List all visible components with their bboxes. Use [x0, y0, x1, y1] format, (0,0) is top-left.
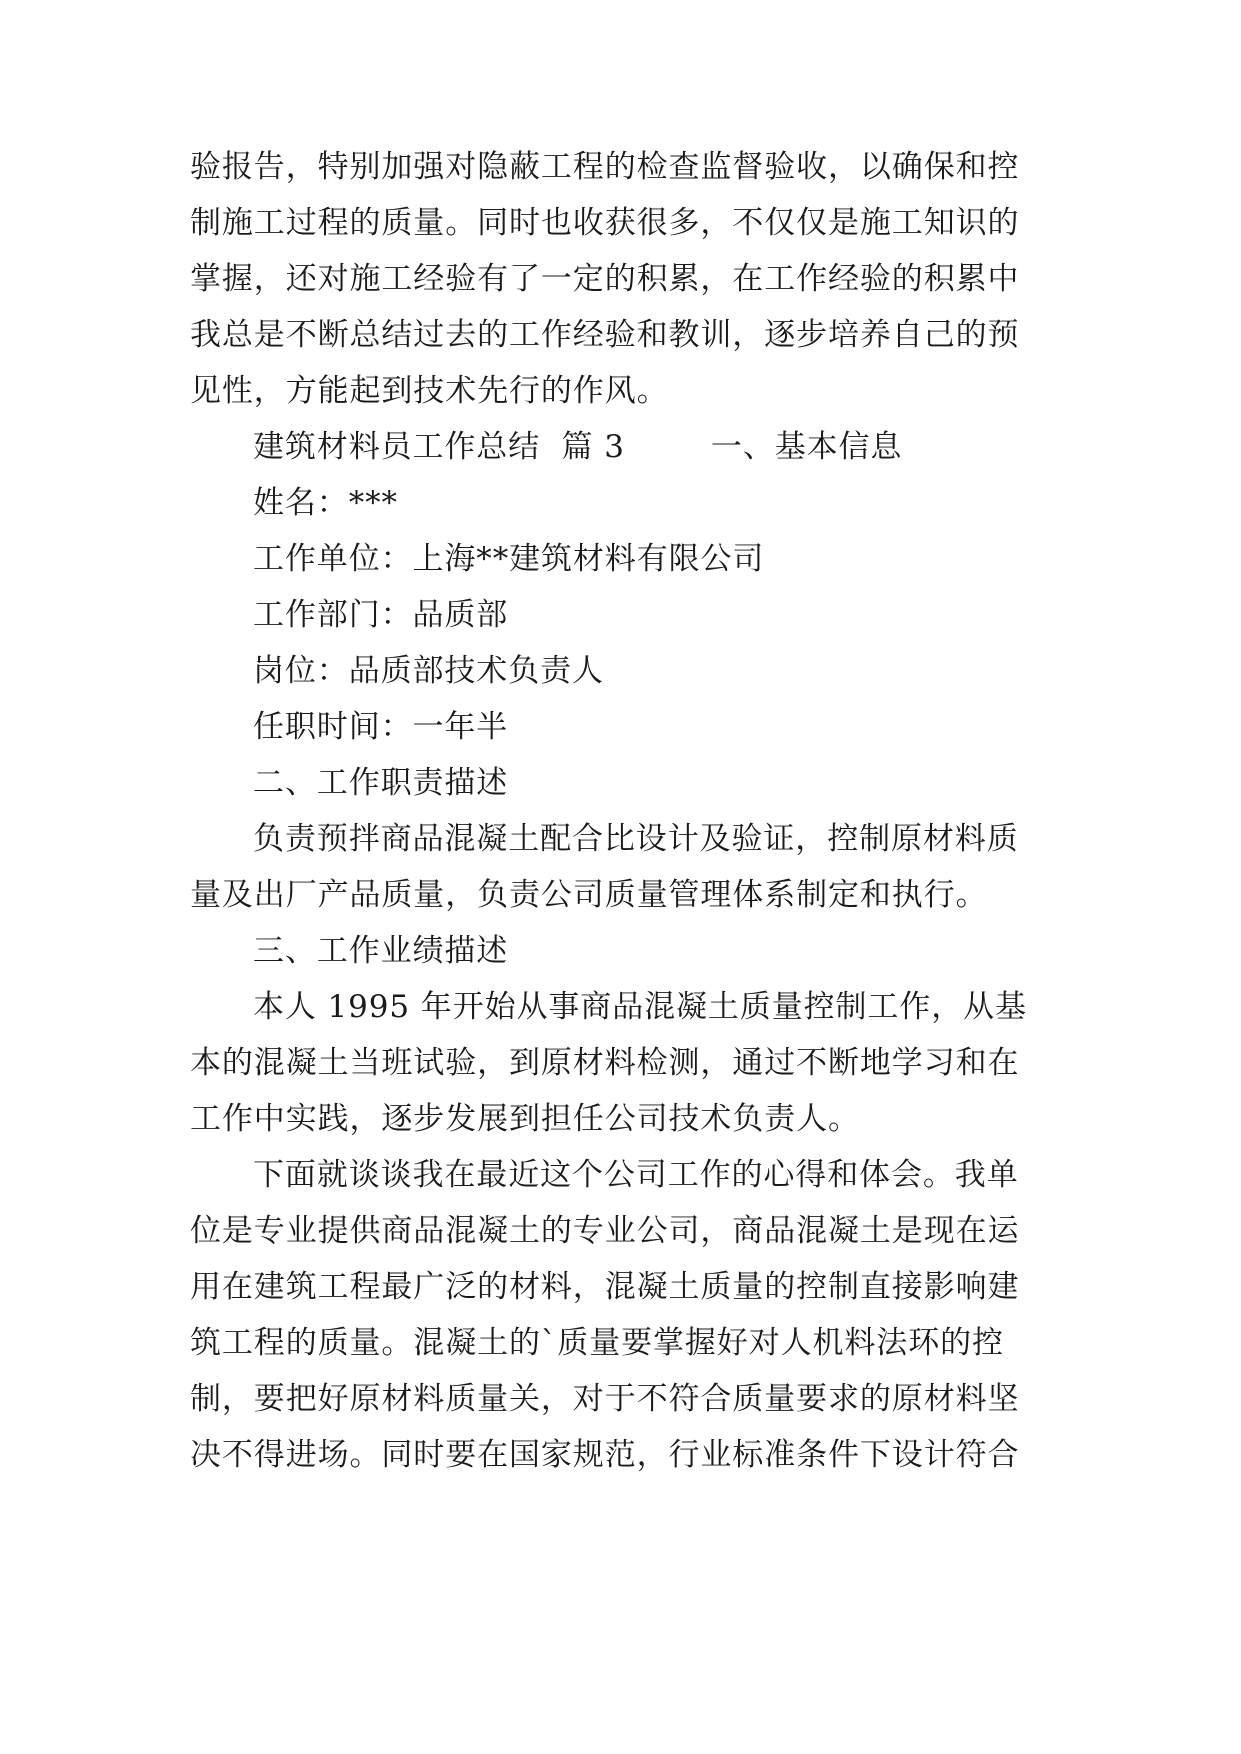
text-line: 掌握，还对施工经验有了一定的积累，在工作经验的积累中	[190, 261, 1020, 297]
text-line: 下面就谈谈我在最近这个公司工作的心得和体会。我单	[253, 1157, 1019, 1193]
text-line: 本的混凝土当班试验，到原材料检测，通过不断地学习和在	[190, 1045, 1020, 1081]
text-line: 验报告，特别加强对隐蔽工程的检查监督验收，以确保和控	[190, 149, 1020, 185]
text-line: 量及出厂产品质量，负责公司质量管理体系制定和执行。	[190, 877, 988, 913]
info-department: 工作部门：品质部	[253, 597, 509, 633]
section-heading: 二、工作职责描述	[253, 765, 509, 801]
text-line: 位是专业提供商品混凝土的专业公司，商品混凝土是现在运	[190, 1213, 1020, 1249]
info-name: 姓名：***	[253, 485, 398, 521]
text-line: 见性，方能起到技术先行的作风。	[190, 373, 669, 409]
text-line: 工作中实践，逐步发展到担任公司技术负责人。	[190, 1101, 860, 1137]
info-position: 岗位：品质部技术负责人	[253, 653, 604, 689]
text-line: 我总是不断总结过去的工作经验和教训，逐步培养自己的预	[190, 317, 1020, 353]
text-line: 负责预拌商品混凝土配合比设计及验证，控制原材料质	[253, 821, 1019, 857]
text-line: 用在建筑工程最广泛的材料，混凝土质量的控制直接影响建	[190, 1269, 1020, 1305]
section-heading: 三、工作业绩描述	[253, 933, 509, 969]
info-employer: 工作单位：上海**建筑材料有限公司	[253, 541, 765, 577]
text-line: 制施工过程的质量。同时也收获很多，不仅仅是施工知识的	[190, 205, 1020, 241]
text-line: 筑工程的质量。混凝土的`质量要掌握好对人机料法环的控	[190, 1325, 1004, 1361]
info-tenure: 任职时间：一年半	[253, 709, 509, 745]
text-line: 本人 1995 年开始从事商品混凝土质量控制工作，从基	[253, 989, 1027, 1025]
text-line: 制，要把好原材料质量关，对于不符合质量要求的原材料坚	[190, 1381, 1020, 1417]
section-heading: 建筑材料员工作总结 篇 3 一、基本信息	[253, 429, 903, 465]
text-line: 决不得进场。同时要在国家规范，行业标准条件下设计符合	[190, 1437, 1020, 1473]
